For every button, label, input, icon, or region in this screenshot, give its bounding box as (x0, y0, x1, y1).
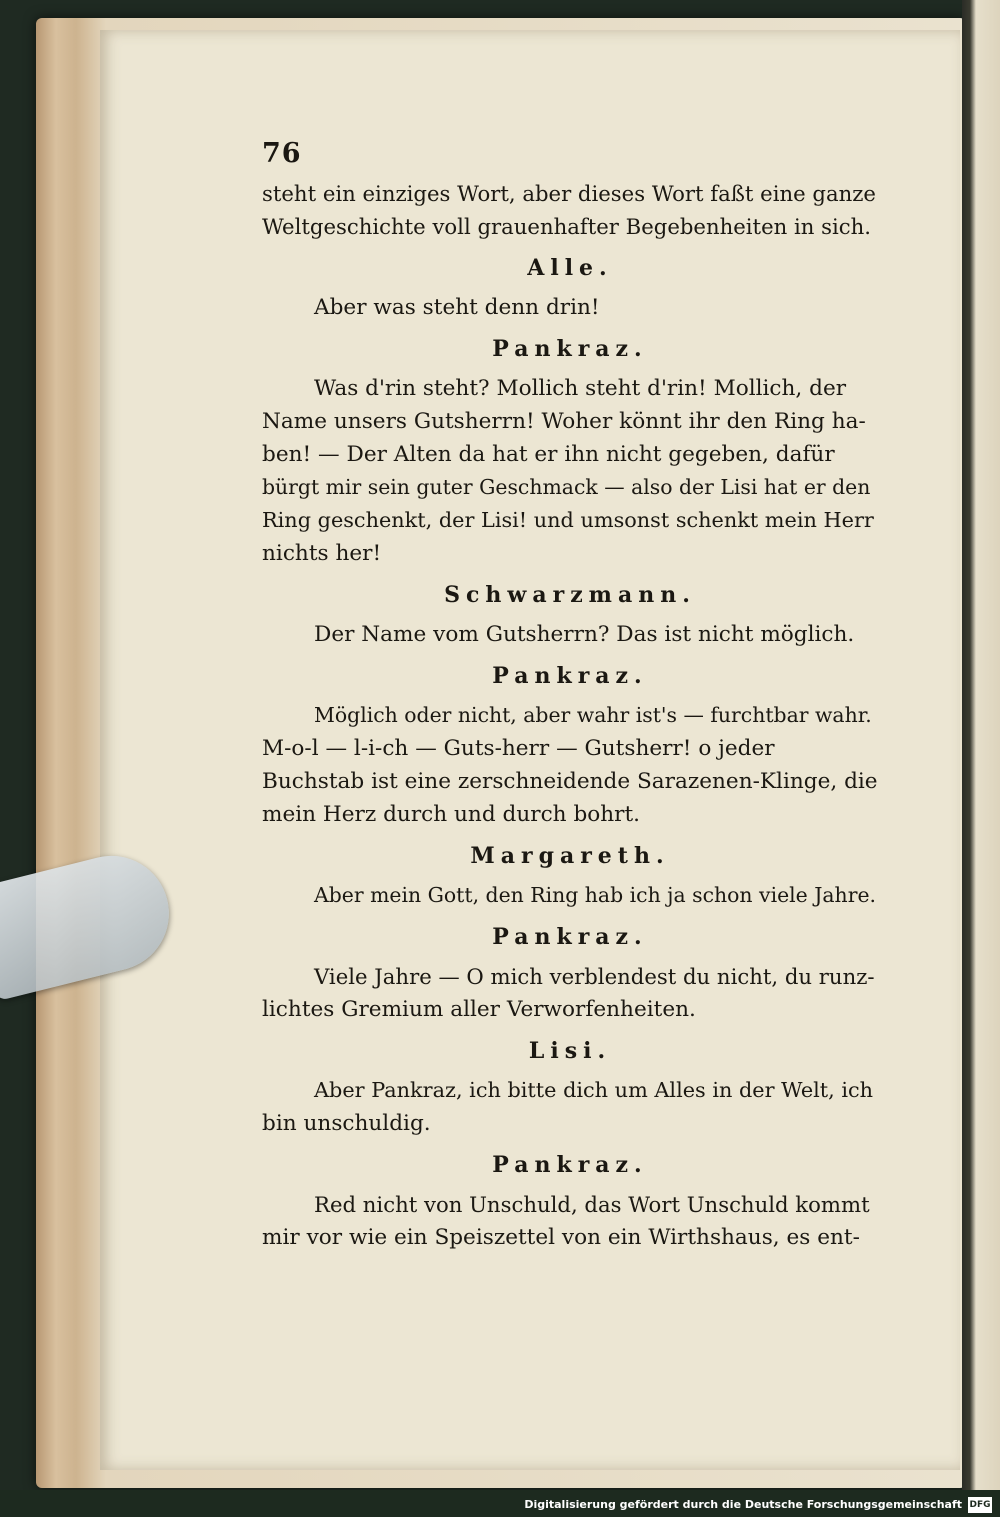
speaker-name: Alle. (527, 255, 613, 281)
text-line: steht ein einziges Wort, aber dieses Wort faßt eine ganze (262, 181, 876, 206)
text-line: M-o-l — l-i-ch — Guts-herr — Gutsherr! o jeder (262, 736, 775, 761)
dfg-logo: DFG (968, 1497, 992, 1513)
text-line: lichtes Gremium aller Verworfenheiten. (262, 997, 696, 1022)
text-line: Name unsers Gutsherrn! Woher könnt ihr den Ring ha- (262, 409, 866, 434)
text-line: Was d'rin steht? Mollich steht d'rin! Mollich, der (314, 376, 847, 401)
page-number: 76 (262, 138, 302, 169)
text-line: nichts her! (262, 541, 382, 566)
speaker-name: Schwarzmann. (444, 582, 696, 608)
speaker-name: Pankraz. (492, 336, 648, 362)
speaker-name: Pankraz. (492, 1152, 648, 1178)
page-text (262, 138, 878, 1254)
text-line: Buchstab ist eine zerschneidende Sarazenen-Klinge, die (262, 769, 878, 794)
funding-credit: Digitalisierung gefördert durch die Deutsche Forschungsgemeinschaft (524, 1498, 962, 1511)
speaker-name: Lisi. (528, 1038, 612, 1064)
text-line: mein Herz durch und durch bohrt. (262, 802, 641, 827)
footer-bar (0, 1490, 1000, 1517)
speaker-name: Pankraz. (492, 663, 648, 689)
text-line: Ring geschenkt, der Lisi! und umsonst schenkt mein Herr (262, 508, 874, 532)
speaker-name: Pankraz. (492, 924, 648, 950)
text-line: bürgt mir sein guter Geschmack — also der Lisi hat er den (262, 475, 871, 499)
text-line: Möglich oder nicht, aber wahr ist's — furchtbar wahr. (314, 703, 872, 727)
text-line: ben! — Der Alten da hat er ihn nicht gegeben, dafür (262, 442, 835, 467)
text-line: Red nicht von Unschuld, das Wort Unschuld kommt (314, 1192, 870, 1217)
text-line: Aber was steht denn drin! (314, 295, 600, 320)
text-line: Aber mein Gott, den Ring hab ich ja schon viele Jahre. (314, 883, 876, 907)
text-line: mir vor wie ein Speiszettel von ein Wirthshaus, es ent- (262, 1225, 860, 1250)
speaker-name: Margareth. (470, 843, 670, 869)
text-line: Aber Pankraz, ich bitte dich um Alles in der Welt, ich (314, 1078, 874, 1102)
text-line: Weltgeschichte voll grauenhafter Begebenheiten in sich. (262, 214, 872, 239)
text-line: bin unschuldig. (262, 1111, 431, 1136)
text-line: Der Name vom Gutsherrn? Das ist nicht möglich. (314, 622, 855, 647)
next-page-edge (962, 0, 1000, 1490)
text-line: Viele Jahre — O mich verblendest du nicht, du runz- (314, 964, 875, 989)
